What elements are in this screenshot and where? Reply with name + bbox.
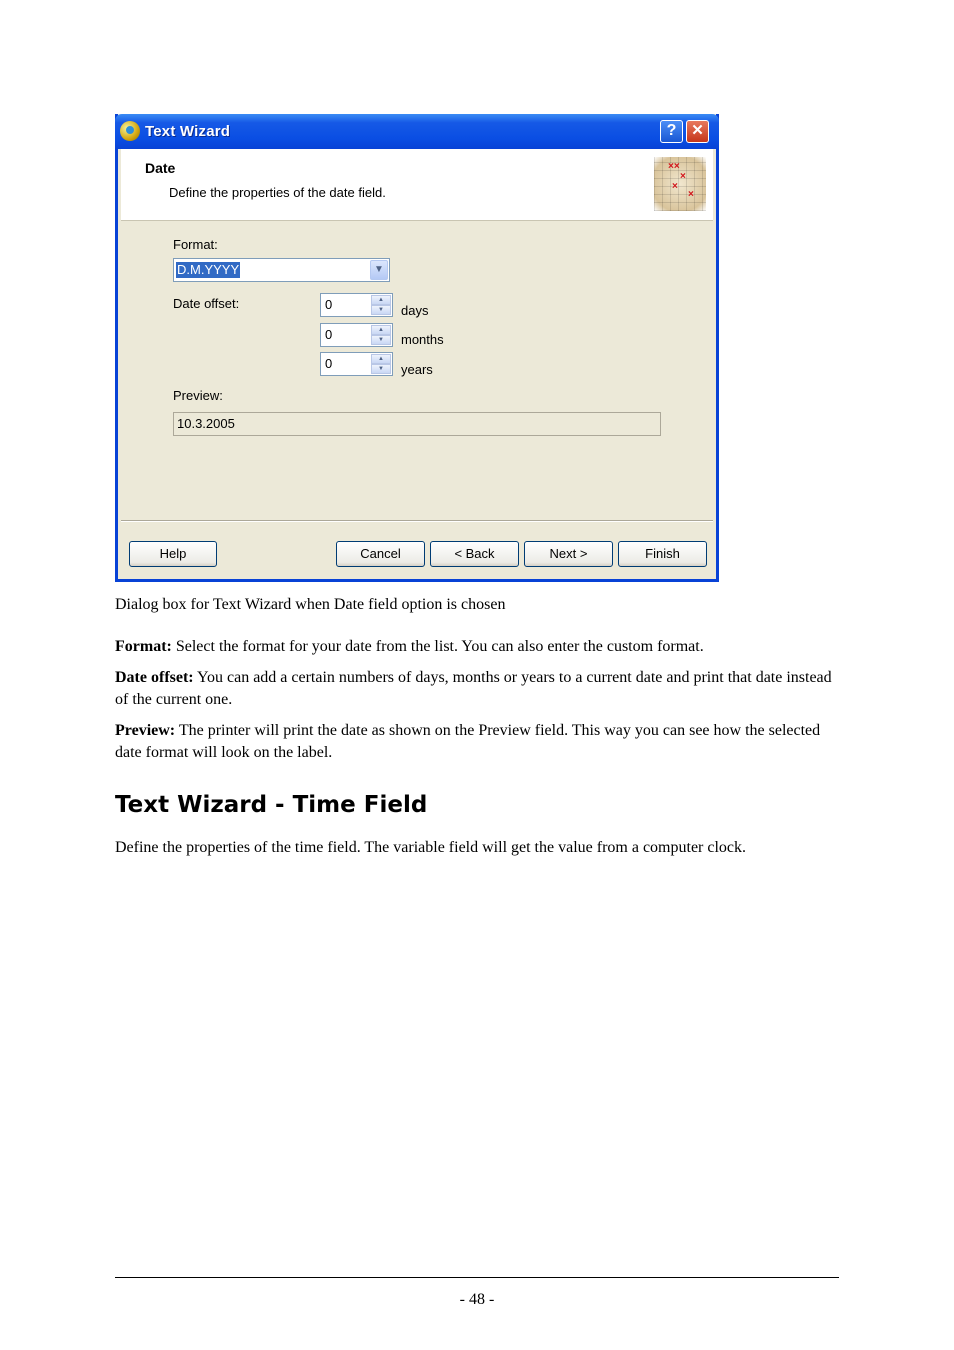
date-offset-label: Date offset: xyxy=(173,296,240,311)
cancel-button[interactable]: Cancel xyxy=(336,541,425,567)
format-dropdown[interactable] xyxy=(173,258,390,282)
format-value[interactable]: D.M.YYYY xyxy=(177,262,240,277)
days-spinner[interactable] xyxy=(320,293,393,317)
header-subtitle: Define the properties of the date field. xyxy=(169,185,386,200)
dialog-title: Text Wizard xyxy=(145,123,231,140)
preview-term: Preview: xyxy=(115,722,176,739)
format-paragraph xyxy=(115,636,839,658)
section-body: Define the properties of the time field. The variable field will get the value from a computer clock. xyxy=(115,839,747,856)
spin-down-icon[interactable]: ▼ xyxy=(371,305,391,315)
wizard-app-icon xyxy=(120,121,140,141)
format-description: Select the format for your date from the list. You can also enter the custom format. xyxy=(171,638,704,655)
preview-description: The printer will print the date as shown on the Preview field. This way you can see how the selected date format will look on the label. xyxy=(115,722,821,761)
finish-button[interactable]: Finish xyxy=(618,541,707,567)
years-unit-label: years xyxy=(401,362,433,377)
close-icon[interactable]: ✕ xyxy=(686,120,709,143)
page-number: - 48 - xyxy=(459,1291,495,1308)
months-spinner[interactable] xyxy=(320,323,393,347)
title-bar[interactable] xyxy=(115,114,719,149)
offset-paragraph xyxy=(115,667,839,711)
next-button[interactable]: Next > xyxy=(524,541,613,567)
spin-up-icon[interactable]: ▲ xyxy=(371,295,391,305)
preview-field: 10.3.2005 xyxy=(173,412,661,436)
offset-term: Date offset: xyxy=(115,669,194,686)
years-value[interactable]: 0 xyxy=(325,356,333,371)
preview-label: Preview: xyxy=(173,388,223,403)
spin-up-icon[interactable]: ▲ xyxy=(371,354,391,364)
section-heading: Text Wizard - Time Field xyxy=(115,792,428,818)
years-spinner[interactable] xyxy=(320,352,393,376)
spin-down-icon[interactable]: ▼ xyxy=(371,364,391,374)
days-unit-label: days xyxy=(401,303,429,318)
months-unit-label: months xyxy=(401,332,444,347)
wizard-header xyxy=(121,149,713,221)
button-separator xyxy=(121,520,713,522)
format-term: Format: xyxy=(115,638,172,655)
help-button[interactable]: Help xyxy=(129,541,217,567)
spin-down-icon[interactable]: ▼ xyxy=(371,335,391,345)
text-wizard-dialog xyxy=(115,114,719,582)
chevron-down-icon[interactable]: ▼ xyxy=(370,260,388,280)
offset-description: You can add a certain numbers of days, months or years to a current date and print that date instead of the current one. xyxy=(115,669,832,708)
header-title: Date xyxy=(145,160,176,176)
months-value[interactable]: 0 xyxy=(325,327,333,342)
grid-picture-icon: ×× × × × xyxy=(654,157,706,211)
spin-up-icon[interactable]: ▲ xyxy=(371,325,391,335)
preview-paragraph xyxy=(115,720,839,764)
figure-caption: Dialog box for Text Wizard when Date field option is chosen xyxy=(115,596,506,613)
back-button[interactable]: < Back xyxy=(430,541,519,567)
format-label: Format: xyxy=(173,237,218,252)
footer-divider xyxy=(115,1277,839,1278)
help-icon[interactable]: ? xyxy=(660,120,683,143)
days-value[interactable]: 0 xyxy=(325,297,333,312)
